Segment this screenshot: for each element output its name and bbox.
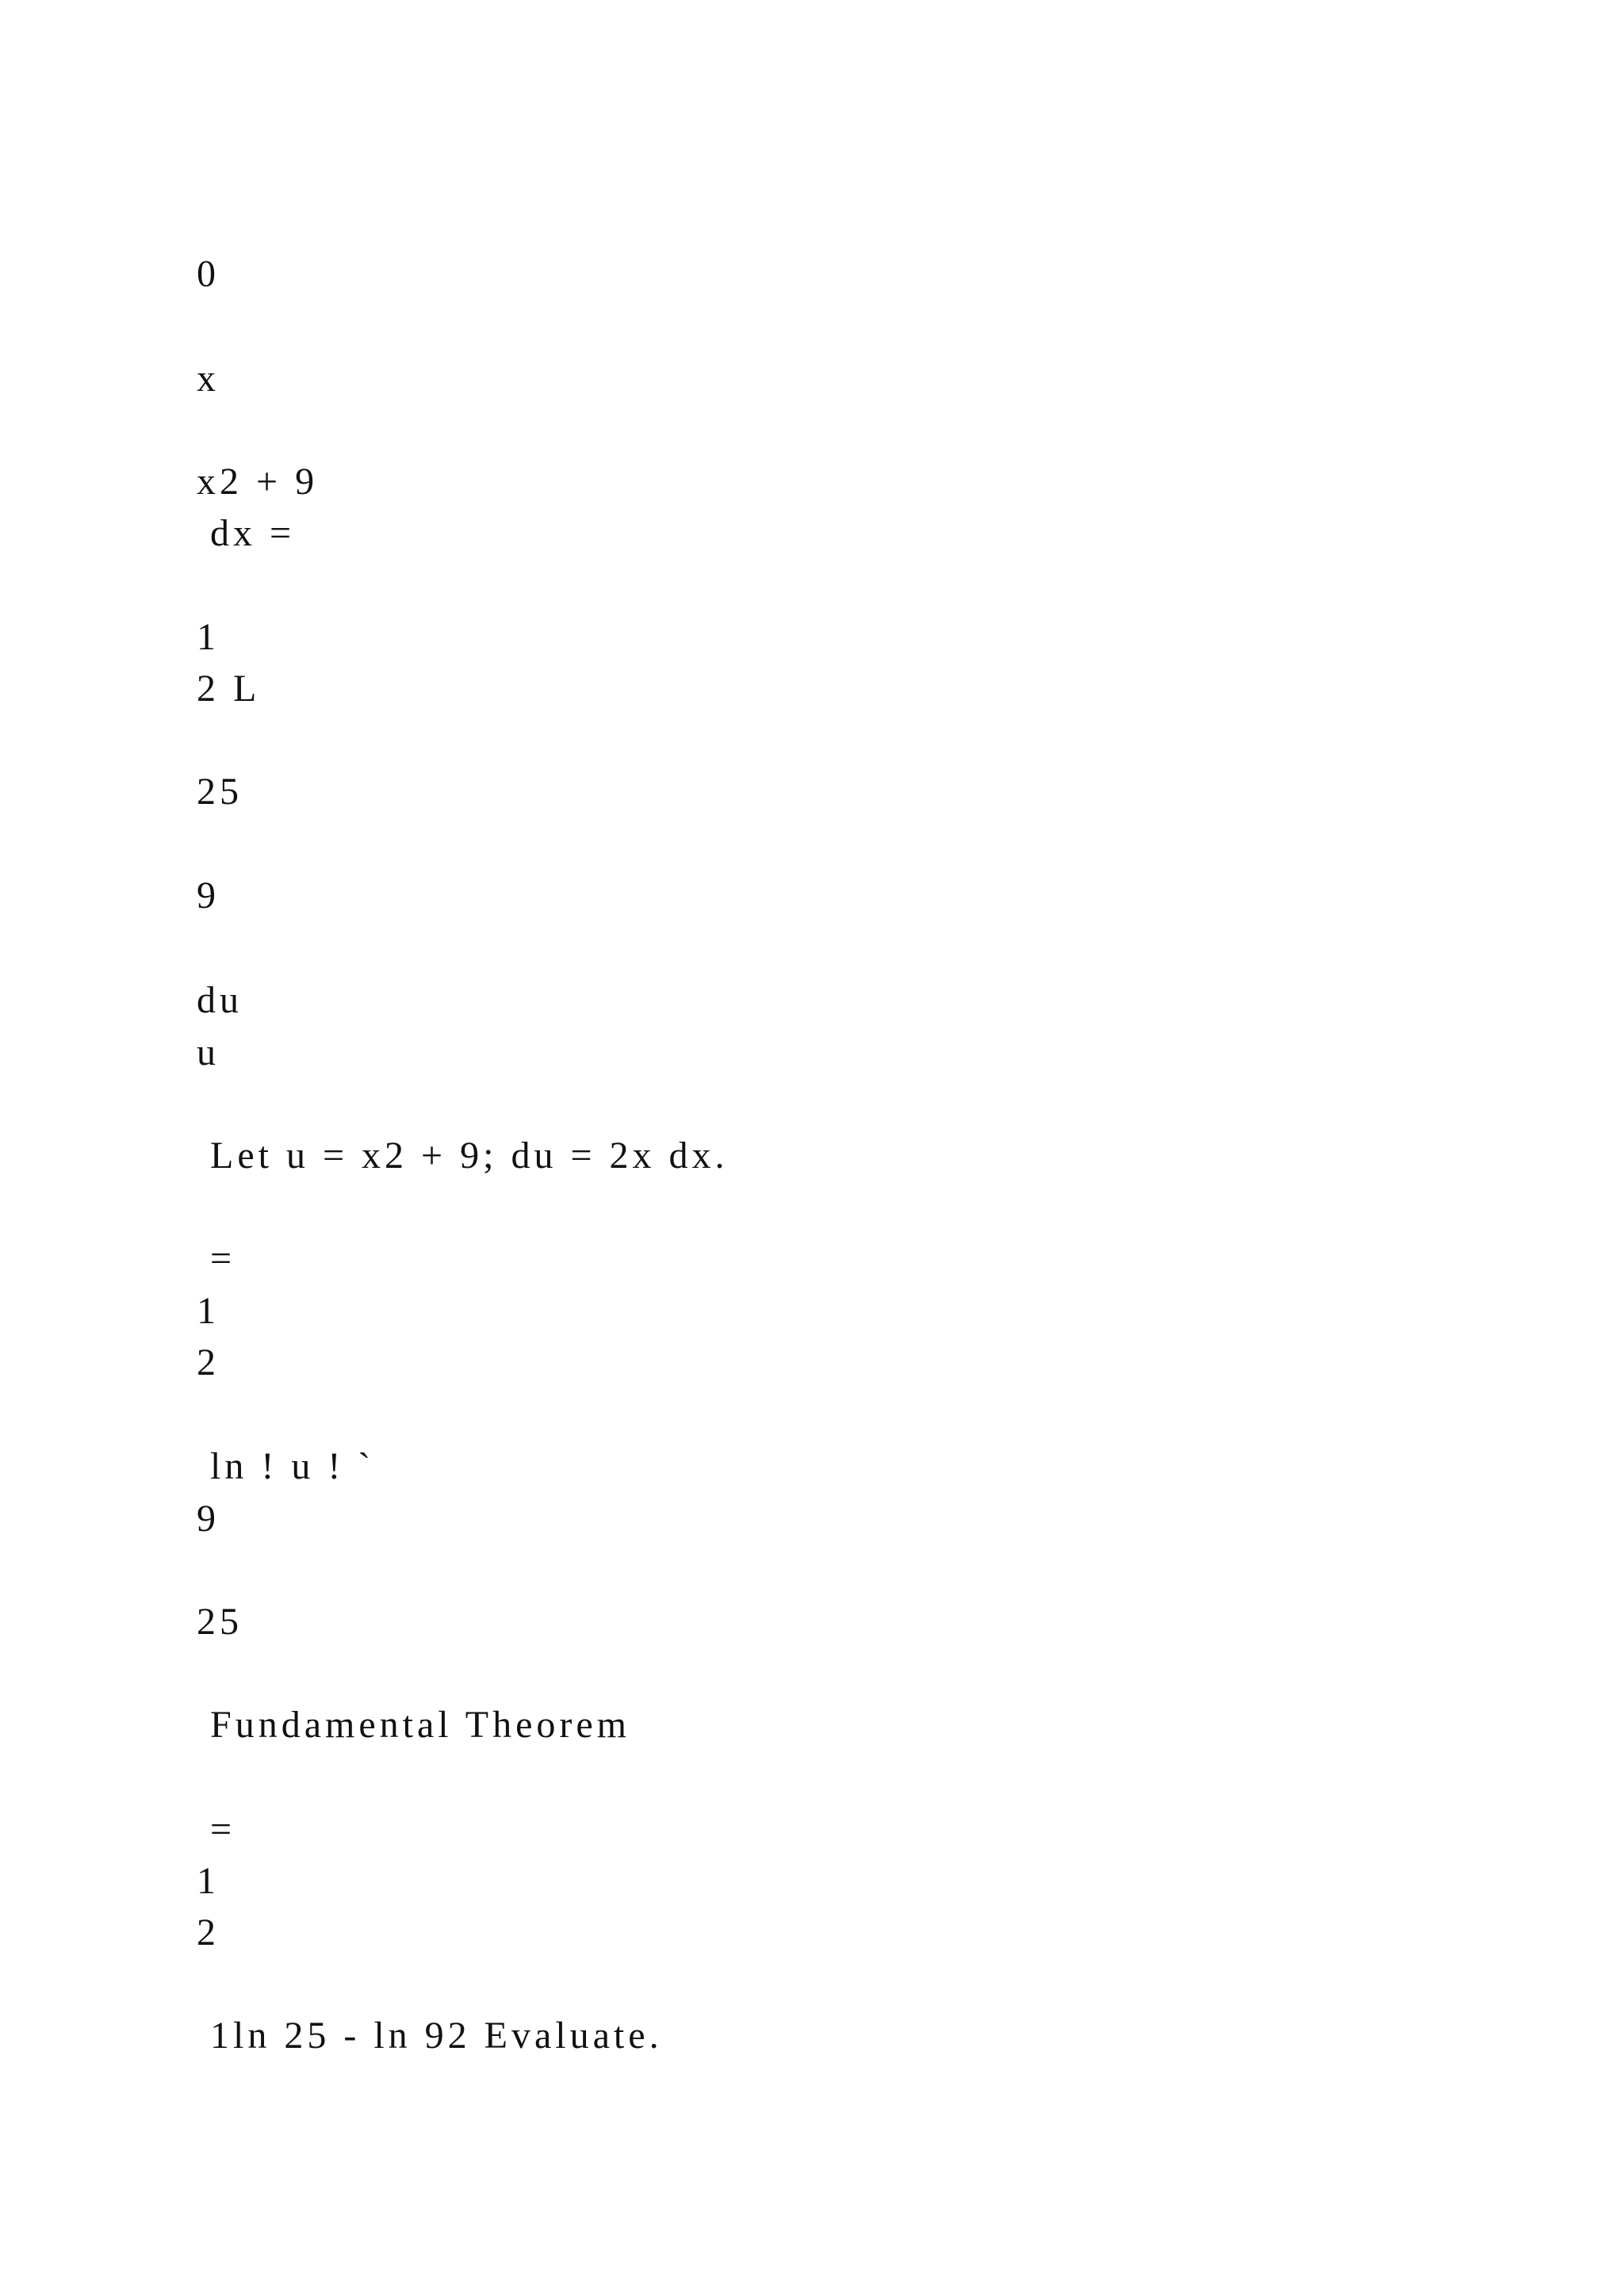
text-line: Let u = x2 + 9; du = 2x dx. — [197, 1135, 729, 1177]
text-line: 2 L — [197, 668, 261, 710]
text-line: 1 — [197, 1860, 220, 1902]
text-line: ln ! u ! ` — [197, 1445, 375, 1487]
text-line: 25 — [197, 1601, 243, 1643]
text-line: x2 + 9 — [197, 461, 319, 503]
text-line: 9 — [197, 874, 220, 916]
text-line: 9 — [197, 1498, 220, 1540]
text-line: 2 — [197, 1341, 220, 1383]
text-line: 2 — [197, 1911, 220, 1954]
text-line: u — [197, 1031, 220, 1073]
text-line: x — [197, 358, 220, 400]
text-line: dx = — [197, 512, 296, 554]
text-line: = — [197, 1238, 236, 1280]
text-line: 1 — [197, 1290, 220, 1332]
text-line: 25 — [197, 771, 243, 813]
text-line: 1ln 25 - ln 92 Evaluate. — [197, 2015, 663, 2057]
text-line: Fundamental Theorem — [197, 1704, 630, 1746]
text-line: du — [197, 979, 243, 1021]
text-line: = — [197, 1808, 236, 1850]
text-line: 0 — [197, 253, 220, 295]
text-line: 1 — [197, 616, 220, 658]
